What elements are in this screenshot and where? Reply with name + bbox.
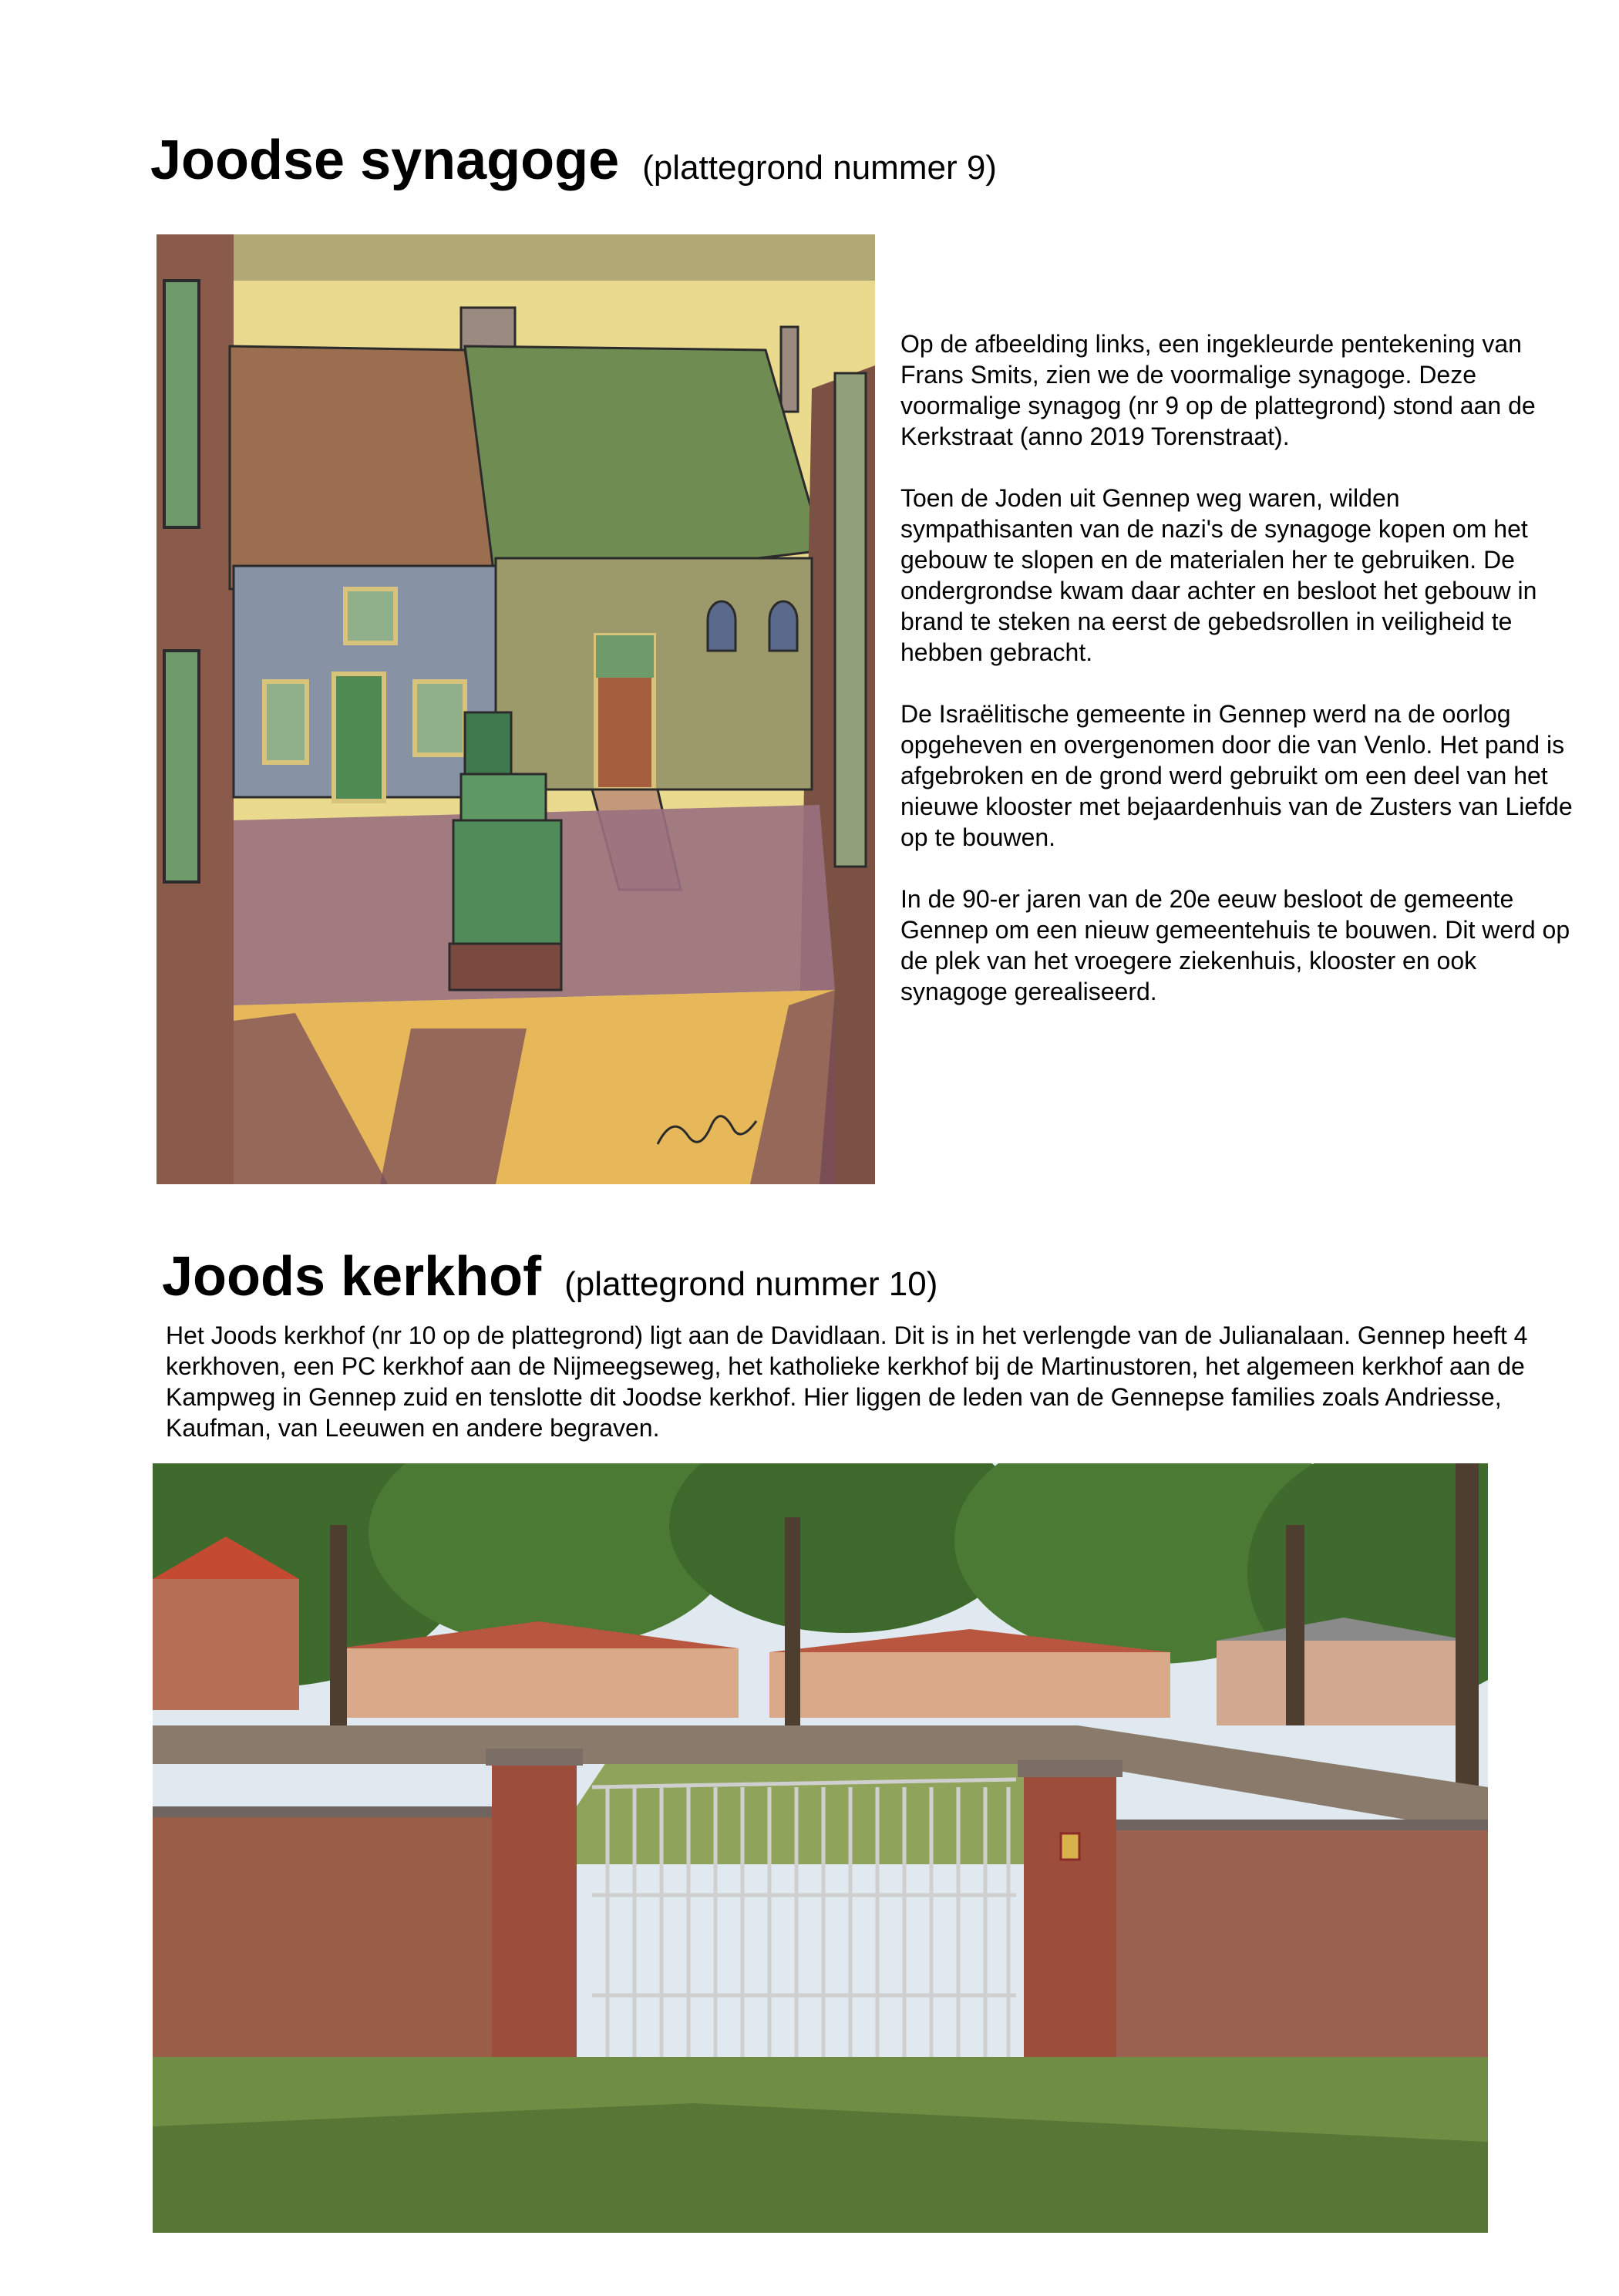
synagogue-description [900,328,1579,1038]
synagogue-title: Joodse synagoge [150,130,620,191]
cemetery-title: Joods kerkhof [162,1246,542,1308]
synagogue-subtitle: (plattegrond nummer 9) [642,149,997,187]
synagogue-paragraph-4: In de 90-er jaren van de 20e eeuw besloot de gemeente Gennep om een nieuw gemeentehuis te bouwen. Dit werd op de plek van het vroegere ziekenhuis, klooster en ook synagoge gerealiseerd. [900,885,1570,1005]
synagogue-paragraph-3: De Israëlitische gemeente in Gennep werd na de oorlog opgeheven en overgenomen door die van Venlo. Het pand is afgebroken en de grond werd gebruikt om een deel van het nieuwe klooster met bejaardenhuis van de Zusters van Liefde op te bouwen. [900,700,1573,851]
synagogue-paragraph-1: Op de afbeelding links, een ingekleurde pentekening van Frans Smits, zien we de voormalige synagoge. Deze voormalige synagog (nr 9 op de plattegrond) stond aan de Kerkstraat (anno 2019 Torenstraat). [900,330,1536,450]
synagogue-drawing [157,234,875,1184]
cemetery-subtitle: (plattegrond nummer 10) [564,1265,938,1303]
synagogue-heading [150,130,997,191]
cemetery-heading [162,1246,938,1308]
cemetery-description: Het Joods kerkhof (nr 10 op de plattegrond) ligt aan de Davidlaan. Dit is in het verlengde van de Julianalaan. Gennep heeft 4 kerkhoven, een PC kerkhof aan de Nijmeegseweg, het katholieke kerkhof bij de Martinustoren, het algemeen kerkhof aan de Kampweg in Gennep zuid en tenslotte dit Joodse kerkhof. Hier liggen de leden van de Gennepse families zoals Andriesse, Kaufman, van Leeuwen en andere begraven. [166,1321,1528,1442]
cemetery-photo [153,1463,1488,2233]
synagogue-paragraph-2: Toen de Joden uit Gennep weg waren, wilden sympathisanten van de nazi's de synagoge kopen om het gebouw te slopen en de materialen her te gebruiken. De ondergrondse kwam daar achter en besloot het gebouw in brand te steken na eerst de gebedsrollen in veiligheid te hebben gebracht. [900,484,1537,666]
